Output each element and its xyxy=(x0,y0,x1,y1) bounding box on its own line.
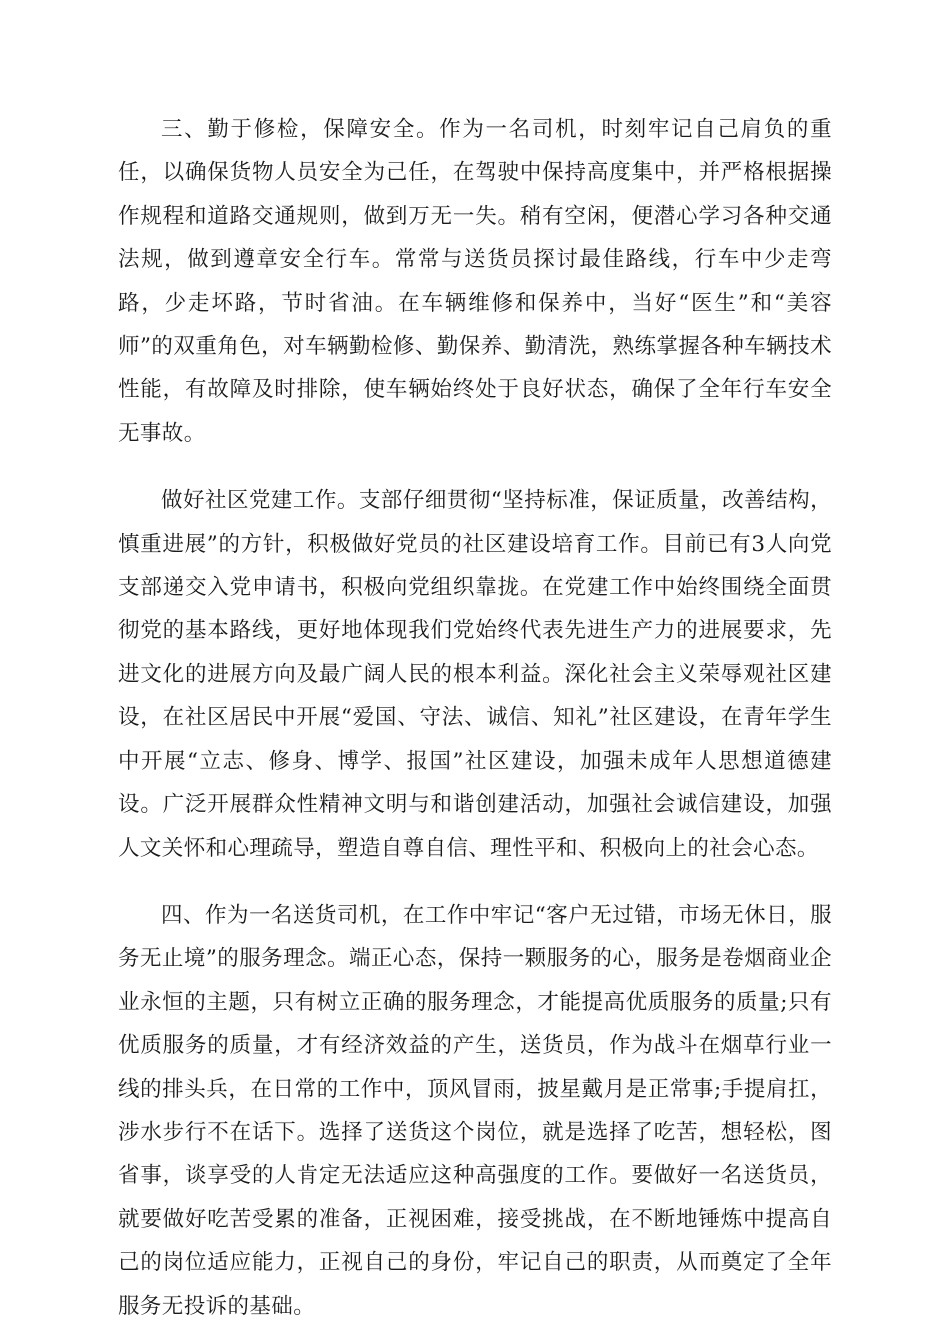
paragraph-vehicle-maintenance: 三、勤于修检，保障安全。作为一名司机，时刻牢记自己肩负的重任，以确保货物人员安全为己任，在驾驶中保持高度集中，并严格根据操作规程和道路交通规则，做到万无一失。稍有空闲，便潜心学习各种交通法规，做到遵章安全行车。常常与送货员探讨最佳路线，行车中少走弯路，少走坏路，节时省油。在车辆维修和保养中，当好“医生”和“美容师”的双重角色，对车辆勤检修、勤保养、勤清洗，熟练掌握各种车辆技术性能，有故障及时排除，使车辆始终处于良好状态，确保了全年行车安全无事故。 xyxy=(118,117,832,446)
document-body xyxy=(118,108,832,1328)
paragraph-delivery-service: 四、作为一名送货司机，在工作中牢记“客户无过错，市场无休日，服务无止境”的服务理念。端正心态，保持一颗服务的心，服务是卷烟商业企业永恒的主题，只有树立正确的服务理念，才能提高优质服务的质量;只有优质服务的质量，才有经济效益的产生，送货员，作为战斗在烟草行业一线的排头兵，在日常的工作中，顶风冒雨，披星戴月是正常事;手提肩扛，涉水步行不在话下。选择了送货这个岗位，就是选择了吃苦，想轻松，图省事，谈享受的人肯定无法适应这种高强度的工作。要做好一名送货员，就要做好吃苦受累的准备，正视困难，接受挑战，在不断地锤炼中提高自己的岗位适应能力，正视自己的身份，牢记自己的职责，从而奠定了全年服务无投诉的基础。 xyxy=(118,902,832,1319)
paragraph-community-party-building: 做好社区党建工作。支部仔细贯彻“坚持标准，保证质量，改善结构，慎重进展”的方针，积极做好党员的社区建设培育工作。目前已有3人向党支部递交入党申请书，积极向党组织靠拢。在党建工作中始终围绕全面贯彻党的基本路线，更好地体现我们党始终代表先进生产力的进展要求，先进文化的进展方向及最广阔人民的根本利益。深化社会主义荣辱观社区建设，在社区居民中开展“爱国、守法、诚信、知礼”社区建设，在青年学生中开展“立志、修身、博学、报国”社区建设，加强未成年人思想道德建设。广泛开展群众性精神文明与和谐创建活动，加强社会诚信建设，加强人文关怀和心理疏导，塑造自尊自信、理性平和、积极向上的社会心态。 xyxy=(118,488,832,861)
